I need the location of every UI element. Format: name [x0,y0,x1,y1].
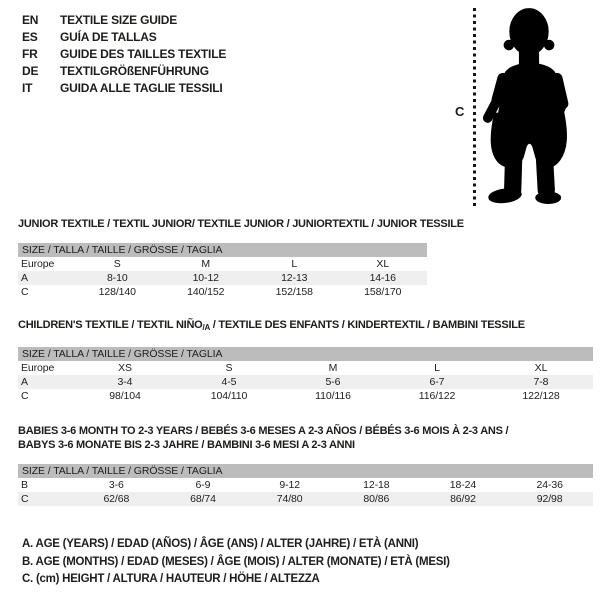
note-age-months: B. AGE (MONTHS) / EDAD (MESES) / ÂGE (MOIS) / ALTER (MONATE) / ETÀ (MESI) [22,555,450,568]
table-row [18,257,427,271]
size-value-cell: S [113,258,121,270]
size-value-cell: XL [534,362,548,374]
size-value-cell: 140/152 [187,286,225,298]
title-text: CHILDREN'S TEXTILE / TEXTIL NIÑO [18,319,203,331]
babies-table-title [18,424,593,452]
size-value-cell: L [291,258,298,270]
size-value-cell: 3-4 [73,375,177,389]
size-value-cell: 110/116 [315,390,351,402]
height-measure-label: C [455,104,465,119]
size-value-cell: 74/80 [246,492,333,506]
size-value-cell: 3-6 [108,479,124,491]
table-row [18,375,593,389]
junior-table-title: JUNIOR TEXTILE / TEXTIL JUNIOR/ TEXTILE JUNIOR / JUNIORTEXTIL / JUNIOR TESSILE [18,218,464,230]
size-value-cell: 12-13 [250,271,339,285]
size-value-cell: 92/98 [506,492,593,506]
size-value-cell: L [434,362,440,374]
size-header-cell: SIZE / TALLA / TAILLE / GRÖSSE / TAGLIA [18,347,593,361]
size-value-cell: 6-7 [385,375,489,389]
language-row-es [22,29,226,46]
language-row-fr [22,46,226,63]
size-value-cell: 80/86 [333,492,420,506]
table-row [18,271,427,285]
language-title: GUIDA ALLE TAGLIE TESSILI [60,81,223,95]
title-line-2: BABYS 3-6 MONATE BIS 2-3 JAHRE / BAMBINI 3-6 MESI A 2-3 ANNI [18,439,355,451]
babies-size-table [18,464,593,506]
language-title-list [22,12,226,97]
size-value-cell: 86/92 [420,492,507,506]
size-value-cell: M [328,362,338,374]
title-subscript: /A [202,323,210,332]
table-row [18,361,593,375]
language-title: TEXTILE SIZE GUIDE [60,13,178,27]
row-label-cell: Europe [21,362,55,374]
row-label-cell: C [18,492,73,506]
language-title: GUÍA DE TALLAS [60,30,157,44]
language-row-de [22,63,226,80]
size-header-cell: SIZE / TALLA / TAILLE / GRÖSSE / TAGLIA [18,464,593,478]
children-table-title [18,318,593,335]
title-line-1: BABIES 3-6 MONTH TO 2-3 YEARS / BEBÉS 3-6 MESES A 2-3 AÑOS / BÉBÉS 3-6 MOIS À 2-3 ANS / [18,425,509,437]
children-textile-section [18,318,593,403]
junior-textile-section [18,217,464,299]
size-value-cell: 24-36 [536,479,563,491]
size-value-cell: 158/170 [364,286,402,298]
note-height-cm: C. (cm) HEIGHT / ALTURA / HAUTEUR / HÖHE / ALTEZZA [22,573,320,585]
height-measure-dashed-line [473,8,476,209]
language-code: DE [22,64,39,78]
note-age-years: A. AGE (YEARS) / EDAD (AÑOS) / ÂGE (ANS) / ALTER (JAHRE) / ETÀ (ANNI) [22,538,419,550]
toddler-silhouette-icon [481,5,577,208]
size-value-cell: 9-12 [279,479,300,491]
language-code: FR [22,47,38,61]
row-label-cell: Europe [21,258,55,270]
size-value-cell: 18-24 [449,479,477,491]
size-value-cell: 122/128 [522,390,560,402]
size-value-cell: 128/140 [98,286,136,298]
row-label-cell: A [18,271,73,285]
size-value-cell: 152/158 [275,286,313,298]
size-value-cell: XL [376,258,390,270]
language-title: GUIDE DES TAILLES TEXTILE [60,47,227,61]
title-text: / TEXTILE DES ENFANTS / KINDERTEXTIL / BAMBINI TESSILE [209,319,525,331]
size-value-cell: 68/74 [160,492,247,506]
row-label-cell: B [21,479,28,491]
size-value-cell: 14-16 [339,271,428,285]
size-value-cell: 8-10 [73,271,162,285]
table-row [18,389,593,403]
size-value-cell: XS [118,362,132,374]
size-value-cell: 5-6 [281,375,385,389]
size-value-cell: 6-9 [195,479,211,491]
language-row-en [22,12,226,29]
language-code: IT [22,81,33,95]
table-row [18,478,593,492]
size-value-cell: 7-8 [489,375,593,389]
size-value-cell: 62/68 [73,492,160,506]
table-row [18,492,593,506]
size-value-cell: 4-5 [177,375,281,389]
language-row-it [22,80,226,97]
row-label-cell: A [18,375,73,389]
size-value-cell: 98/104 [109,390,141,402]
size-value-cell: S [225,362,233,374]
legend-notes [22,536,450,589]
row-label-cell: C [21,286,29,298]
size-value-cell: M [201,258,211,270]
junior-size-table [18,243,427,299]
size-value-cell: 104/110 [210,390,248,402]
table-row [18,285,427,299]
language-code: EN [22,13,39,27]
language-code: ES [22,30,38,44]
language-title: TEXTILGRÖßENFÜHRUNG [60,64,209,78]
size-value-cell: 10-12 [162,271,251,285]
size-value-cell: 12-18 [363,479,390,491]
row-label-cell: C [21,390,29,402]
size-value-cell: 116/122 [418,390,456,402]
children-size-table [18,347,593,403]
size-header-cell: SIZE / TALLA / TAILLE / GRÖSSE / TAGLIA [18,243,427,257]
babies-textile-section [18,424,593,506]
